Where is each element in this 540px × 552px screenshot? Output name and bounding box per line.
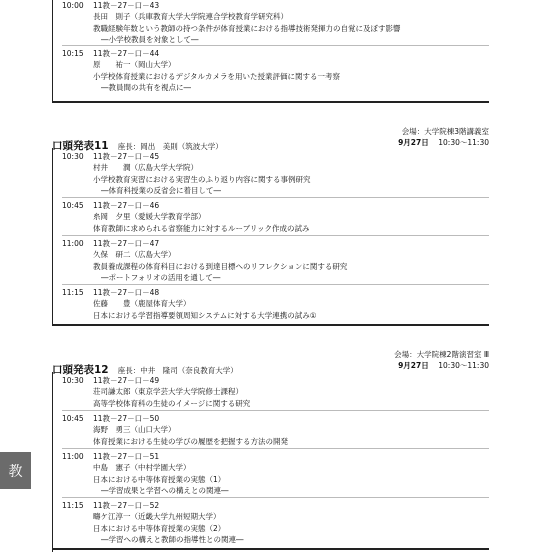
presentation-subtitle: ―ポートフォリオの活用を通して― — [101, 273, 221, 283]
presentation-entry — [93, 375, 250, 410]
session-11-venue-info — [398, 126, 489, 148]
presentation-title: 体育教師に求められる省察能力に対するルーブリック作成の試み — [93, 223, 310, 233]
venue: 会場：大学院棟3階講義室 — [401, 127, 489, 136]
slot-separator — [62, 235, 489, 236]
slot-separator — [62, 45, 489, 46]
presentation-entry — [93, 500, 244, 546]
presentation-id: 11教－27－口－52 — [93, 500, 160, 510]
presenter: 荘司謙太郎（東京学芸大学大学院修士課程） — [93, 387, 243, 397]
presentation-subtitle: ―学習への構えと教師の指導性との関連― — [101, 535, 244, 545]
presentation-title: 小学校教育実習における実習生のふり返り内容に関する事例研究 — [93, 174, 311, 184]
slot-separator — [62, 448, 489, 449]
presentation-id: 11教－27－口－48 — [93, 287, 160, 297]
presenter: 中島 憲子（中村学園大学） — [93, 463, 191, 473]
presentation-entry — [93, 451, 229, 497]
slot-time: 10:00 — [62, 1, 84, 10]
slot-separator — [62, 497, 489, 498]
presenter: 村井 潤（広島大学大学院） — [93, 163, 198, 173]
presenter: 疇ケ江淳一（近畿大学九州短期大学） — [93, 512, 221, 522]
session-chair: 座長：中井 隆司（奈良教育大学） — [117, 366, 238, 375]
presentation-subtitle: ―体育科授業の反省会に着目して― — [101, 186, 221, 196]
session-12-venue-info — [394, 349, 489, 371]
presenter: 長田 則子（兵庫教育大学大学院連合学校教育学研究科） — [93, 12, 288, 22]
slot-separator — [62, 284, 489, 285]
session-time-range: 10:30～11:30 — [438, 361, 489, 370]
presentation-title: 教職経験年数という教師の持つ条件が体育授業における指導技術発揮力の自覚に及ぼす影響 — [93, 23, 401, 33]
presentation-title: 小学校体育授業におけるデジタルカメラを用いた授業評価に関する一考察 — [93, 71, 341, 81]
presentation-subtitle: ―小学校教員を対象として― — [101, 35, 199, 45]
presentation-entry — [93, 200, 310, 235]
presenter: 原 祐一（岡山大学） — [93, 60, 176, 70]
presentation-entry — [93, 238, 347, 284]
presentation-id: 11教－27－口－44 — [93, 48, 160, 58]
slot-time: 11:15 — [62, 288, 84, 297]
slot-time: 11:15 — [62, 501, 84, 510]
session-date: 9月27日 — [398, 138, 429, 147]
session-datetime — [394, 360, 489, 371]
presentation-subtitle: ―教員間の共有を視点に― — [101, 83, 191, 93]
presenter: 佐藤 豊（鹿屋体育大学） — [93, 299, 191, 309]
presentation-entry — [93, 287, 316, 322]
session-time-range: 10:30～11:30 — [438, 138, 489, 147]
slot-time: 10:30 — [62, 152, 84, 161]
presenter: 久保 研二（広島大学） — [93, 250, 176, 260]
slot-time: 11:00 — [62, 452, 84, 461]
session-11-left-rule — [52, 148, 53, 326]
presenter: 海野 勇三（山口大学） — [93, 425, 176, 435]
presentation-id: 11教－27－口－51 — [93, 451, 160, 461]
presentation-subtitle: ―学習成果と学習への構えとの関連― — [101, 486, 229, 496]
slot-time: 10:45 — [62, 201, 84, 210]
session-date: 9月27日 — [398, 361, 429, 370]
presentation-title: 体育授業における生徒の学びの履歴を把握する方法の開発 — [93, 436, 288, 446]
session-label: 口頭発表12 — [52, 364, 109, 376]
presentation-entry — [93, 48, 340, 94]
presentation-entry — [93, 0, 401, 46]
presentation-id: 11教－27－口－49 — [93, 375, 160, 385]
slot-separator — [62, 197, 489, 198]
presentation-entry — [93, 413, 288, 448]
session-12-bottom-rule — [52, 548, 489, 550]
slot-time: 11:00 — [62, 239, 84, 248]
presentation-title: 教員養成課程の体育科目における到達目標へのリフレクションに関する研究 — [93, 261, 348, 271]
slot-time: 10:15 — [62, 49, 84, 58]
slot-time: 10:30 — [62, 376, 84, 385]
presentation-id: 11教－27－口－45 — [93, 151, 160, 161]
block0-left-rule — [52, 0, 53, 102]
block0-bottom-rule — [52, 101, 489, 103]
slot-separator — [62, 410, 489, 411]
session-chair: 座長：岡出 美則（筑波大学） — [117, 142, 223, 151]
presenter: 糸岡 夕里（愛媛大学教育学部） — [93, 212, 206, 222]
presentation-title: 日本における中等体育授業の実態（1） — [93, 474, 226, 484]
presentation-id: 11教－27－口－43 — [93, 0, 160, 10]
presentation-title: 日本における中等体育授業の実態（2） — [93, 523, 226, 533]
presentation-id: 11教－27－口－46 — [93, 200, 160, 210]
side-index-tab: 教 — [0, 452, 31, 489]
session-12-left-rule — [52, 372, 53, 552]
session-label: 口頭発表11 — [52, 140, 109, 152]
presentation-id: 11教－27－口－47 — [93, 238, 160, 248]
venue: 会場：大学院棟2階演習室 Ⅲ — [394, 350, 489, 359]
session-datetime — [398, 137, 489, 148]
session-11-bottom-rule — [52, 324, 489, 326]
presentation-entry — [93, 151, 311, 197]
presentation-title: 日本における学習指導要領周知システムに対する大学連携の試み① — [93, 310, 317, 320]
presentation-id: 11教－27－口－50 — [93, 413, 160, 423]
presentation-title: 高等学校体育科の生徒のイメージに関する研究 — [93, 398, 251, 408]
slot-time: 10:45 — [62, 414, 84, 423]
